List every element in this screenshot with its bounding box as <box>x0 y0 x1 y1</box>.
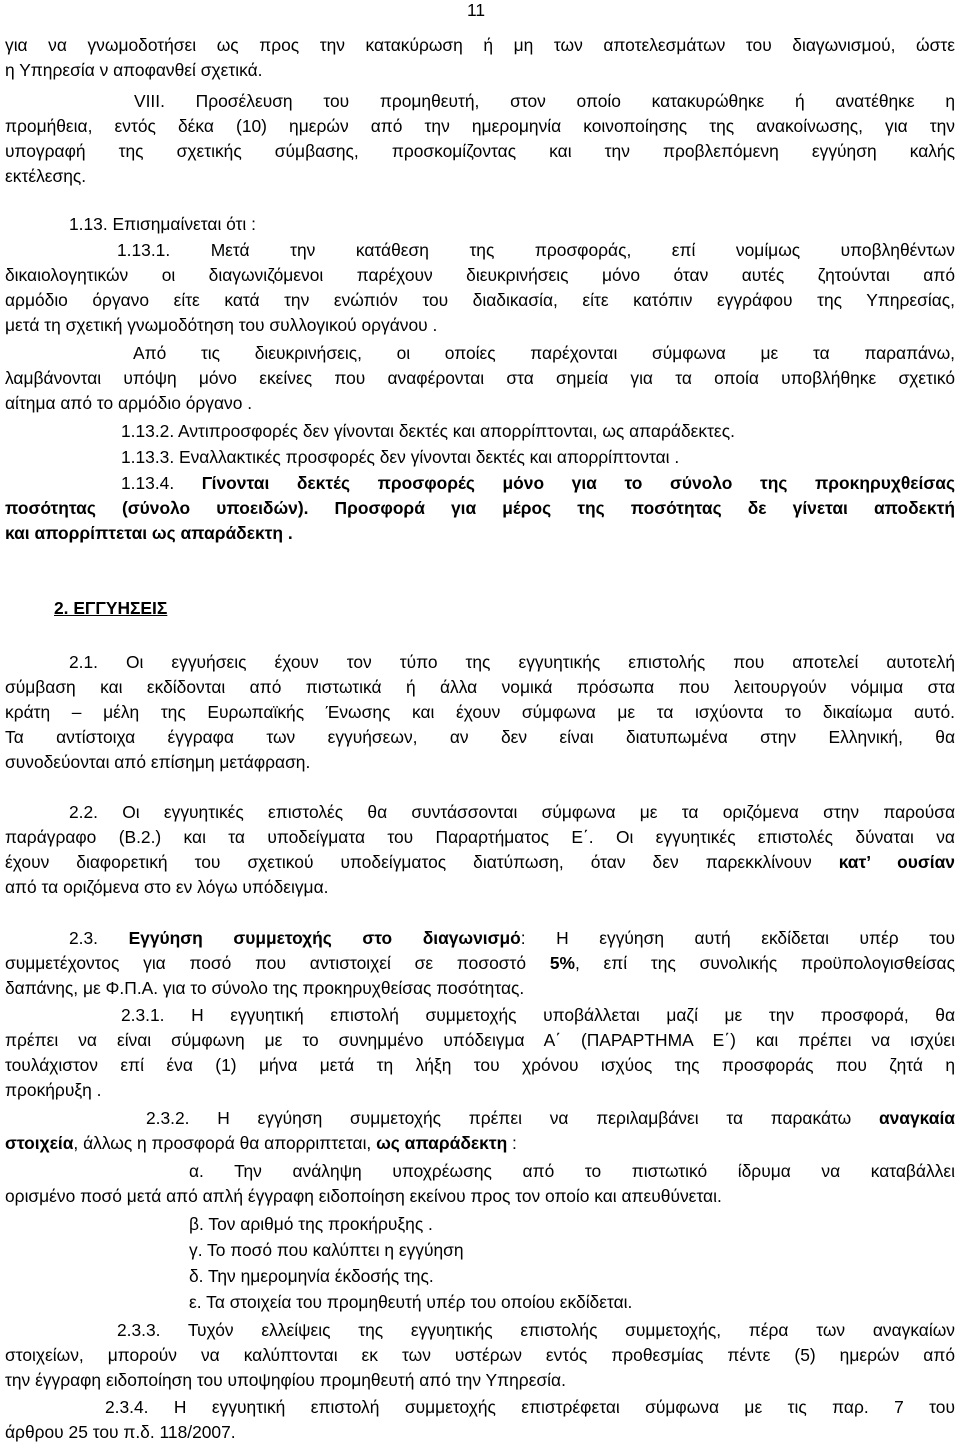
text-run: 1.13.4. <box>121 473 202 493</box>
text-line <box>0 33 955 58</box>
text-line <box>0 521 955 546</box>
text-run: ε. Τα στοιχεία του προμηθευτή υπέρ του οποίου εκδίδεται. <box>189 1292 633 1312</box>
text-line <box>0 288 955 313</box>
text-line <box>0 471 955 496</box>
text-line <box>0 1078 955 1103</box>
text-line <box>0 675 955 700</box>
text-line <box>0 1343 955 1368</box>
text-run: γ. Το ποσό που καλύπτει η εγγύηση <box>189 1240 464 1260</box>
text-run: προμήθεια, εντός δέκα (10) ημερών από την ημερομηνία κοινοποίησης της ανακοίνωσης, για την <box>5 116 955 136</box>
text-run: : Η εγγύηση αυτή εκδίδεται υπέρ του <box>520 928 955 948</box>
text-run: υπογραφή της σχετικής σύμβασης, προσκομίζοντας και την προβλεπόμενη εγγύηση καλής <box>5 141 955 161</box>
text-run: άρθρου 25 του π.δ. 118/2007. <box>5 1422 236 1442</box>
text-run: έχουν διαφορετική του σχετικού υποδείγματος διατύπωση, όταν δεν παρεκκλίνουν <box>5 852 839 872</box>
text-line <box>0 850 955 875</box>
text-line <box>0 596 955 621</box>
text-line <box>0 976 955 1001</box>
text-run: 2.3.2. Η εγγύηση συμμετοχής πρέπει να περιλαμβάνει τα παρακάτω <box>146 1108 879 1128</box>
text-run: δικαιολογητικών οι διαγωνιζόμενοι παρέχουν διευκρινήσεις μόνο όταν αυτές ζητούνται από <box>5 265 955 285</box>
bold-text: αναγκαία <box>878 1108 955 1128</box>
text-line <box>0 164 955 189</box>
text-run: παράγραφο (Β.2.) και τα υποδείγματα του Παραρτήματος Ε΄. Οι εγγυητικές επιστολές δύναται να <box>5 827 955 847</box>
text-line <box>0 366 955 391</box>
text-run: 2.3.1. Η εγγυητική επιστολή συμμετοχής υποβάλλεται μαζί με την προσφορά, θα <box>121 1005 955 1025</box>
text-run: μετά τη σχετική γνωμοδότηση του συλλογικού οργάνου . <box>5 315 438 335</box>
text-line <box>0 1053 955 1078</box>
text-run: κράτη – μέλη της Ευρωπαϊκής Ένωσης και έχουν σύμφωνα με τα ισχύοντα το δικαίωμα αυτό. <box>5 702 955 722</box>
text-run: , επί της συνολικής προϋπολογισθείσας <box>574 953 955 973</box>
text-run: η Υπηρεσία ν αποφανθεί σχετικά. <box>5 60 263 80</box>
text-line <box>0 1131 955 1156</box>
bold-text: ποσότητας (σύνολο υποειδών). Προσφορά για μέρος της ποσότητας δε γίνεται αποδεκτή <box>5 498 955 518</box>
text-line <box>0 313 955 338</box>
text-run: VIII. Προσέλευση του προμηθευτή, στον οποίο κατακυρώθηκε ή ανατέθηκε η <box>134 91 955 111</box>
text-line <box>0 951 955 976</box>
text-line <box>0 445 955 470</box>
text-line <box>0 238 955 263</box>
text-line <box>0 419 955 444</box>
text-run: δαπάνης, με Φ.Π.Α. για το σύνολο της προκηρυχθείσας ποσότητας. <box>5 978 525 998</box>
text-run: προκήρυξη . <box>5 1080 102 1100</box>
text-run: α. Την ανάληψη υποχρέωσης από το πιστωτικό ίδρυμα να καταβάλλει <box>189 1161 955 1181</box>
text-run: 2.3.3. Τυχόν ελλείψεις της εγγυητικής επιστολής συμμετοχής, πέρα των αναγκαίων <box>117 1320 955 1340</box>
text-line <box>0 700 955 725</box>
text-line <box>0 1395 955 1420</box>
text-run: από τα οριζόμενα στο εν λόγω υπόδειγμα. <box>5 877 329 897</box>
text-run: 2.3. <box>69 928 129 948</box>
text-line <box>0 89 955 114</box>
text-run: εκτέλεσης. <box>5 166 87 186</box>
text-line <box>0 1159 955 1184</box>
text-run: για να γνωμοδοτήσει ως προς την κατακύρωση ή μη των αποτελεσμάτων του διαγωνισμού, ώστε <box>5 35 955 55</box>
text-line <box>0 1318 955 1343</box>
text-line <box>0 875 955 900</box>
text-run: λαμβάνονται υπόψη μόνο εκείνες που αναφέρονται στα σημεία για τα οποία υποβλήθηκε σχετικό <box>5 368 955 388</box>
text-run: β. Τον αριθμό της προκήρυξης . <box>189 1214 433 1234</box>
text-run: : <box>507 1133 517 1153</box>
text-line <box>0 1264 955 1289</box>
bold-text: Γίνονται δεκτές προσφορές μόνο για το σύνολο της προκηρυχθείσας <box>201 473 955 493</box>
text-run: συνοδεύονται από επίσημη μετάφραση. <box>5 752 311 772</box>
text-run: σύμβαση και εκδίδονται από πιστωτικά ή άλλα νομικά πρόσωπα που λειτουργούν νόμιμα στα <box>5 677 955 697</box>
text-line <box>0 139 955 164</box>
text-run: 2.2. Οι εγγυητικές επιστολές θα συντάσσονται σύμφωνα με τα οριζόμενα στην παρούσα <box>69 802 955 822</box>
text-run: αρμόδιο όργανο είτε κατά την ενώπιόν του διαδικασία, είτε κατόπιν εγγράφου της Υπηρεσίας, <box>5 290 955 310</box>
text-run: ορισμένο ποσό μετά από απλή έγγραφη ειδοποίηση εκείνου προς τον οποίο και απευθύνεται. <box>5 1186 722 1206</box>
bold-text: στοιχεία <box>5 1133 74 1153</box>
text-run: 2.1. Οι εγγυήσεις έχουν τον τύπο της εγγυητικής επιστολής που αποτελεί αυτοτελή <box>69 652 955 672</box>
text-line <box>0 341 955 366</box>
bold-text: και απορρίπτεται ως απαράδεκτη . <box>5 523 293 543</box>
text-line <box>0 1212 955 1237</box>
text-line <box>0 1003 955 1028</box>
text-line <box>0 800 955 825</box>
text-line <box>0 1106 955 1131</box>
text-line <box>0 1368 955 1393</box>
text-run: αίτημα από το αρμόδιο όργανο . <box>5 393 253 413</box>
text-line <box>0 1420 955 1445</box>
text-line <box>0 1290 955 1315</box>
text-run: 1.13.3. Εναλλακτικές προσφορές δεν γίνονται δεκτές και απορρίπτονται . <box>121 447 680 467</box>
text-run: 1.13. Επισημαίνεται ότι : <box>69 214 256 234</box>
text-line <box>0 1184 955 1209</box>
text-run: 1.13.2. Αντιπροσφορές δεν γίνονται δεκτές και απορρίπτονται, ως απαράδεκτες. <box>121 421 735 441</box>
bold-text: 5% <box>549 953 575 973</box>
text-line <box>0 926 955 951</box>
bold-text: 2. ΕΓΓΥΗΣΕΙΣ <box>54 598 168 618</box>
text-line <box>0 825 955 850</box>
text-run: 2.3.4. Η εγγυητική επιστολή συμμετοχής επιστρέφεται σύμφωνα με τις παρ. 7 του <box>105 1397 955 1417</box>
text-run: τουλάχιστον επί ένα (1) μήνα μετά τη λήξη του χρόνου ισχύος της προσφοράς που ζητά η <box>5 1055 955 1075</box>
bold-text: κατ’ ουσίαν <box>838 852 955 872</box>
text-run: 1.13.1. Μετά την κατάθεση της προσφοράς, επί νομίμως υποβληθέντων <box>117 240 955 260</box>
text-run: Από τις διευκρινήσεις, οι οποίες παρέχονται σύμφωνα με τα παραπάνω, <box>133 343 955 363</box>
text-run: συμμετέχοντος για ποσό που αντιστοιχεί σε ποσοστό <box>5 953 550 973</box>
text-line <box>0 750 955 775</box>
text-run: πρέπει να είναι σύμφωνη με το συνημμένο υπόδειγμα Α΄ (ΠΑΡΑΡΤΗΜΑ Ε΄) και πρέπει να ισχύει <box>5 1030 955 1050</box>
text-line <box>0 1028 955 1053</box>
text-line <box>0 114 955 139</box>
text-run: , άλλως η προσφορά θα απορριπτεται, <box>73 1133 377 1153</box>
text-line <box>0 725 955 750</box>
text-line <box>0 58 955 83</box>
text-line <box>0 496 955 521</box>
text-line <box>0 263 955 288</box>
text-line <box>0 212 955 237</box>
text-line <box>0 1238 955 1263</box>
page-number: 11 <box>467 0 486 20</box>
bold-text: Εγγύηση συμμετοχής στο διαγωνισμό <box>128 928 521 948</box>
text-line <box>0 650 955 675</box>
text-run: δ. Την ημερομηνία έκδοσής της. <box>189 1266 434 1286</box>
bold-text: ως απαράδεκτη <box>376 1133 508 1153</box>
text-run: την έγγραφη ειδοποίηση του υποψηφίου προμηθευτή από την Υπηρεσία. <box>5 1370 566 1390</box>
text-line <box>0 391 955 416</box>
text-run: στοιχείων, μπορούν να καλύπτονται εκ των υστέρων εντός προθεσμίας πέντε (5) ημερών από <box>5 1345 955 1365</box>
text-run: Τα αντίστοιχα έγγραφα των εγγυήσεων, αν δεν είναι διατυπωμένα στην Ελληνική, θα <box>5 727 955 747</box>
